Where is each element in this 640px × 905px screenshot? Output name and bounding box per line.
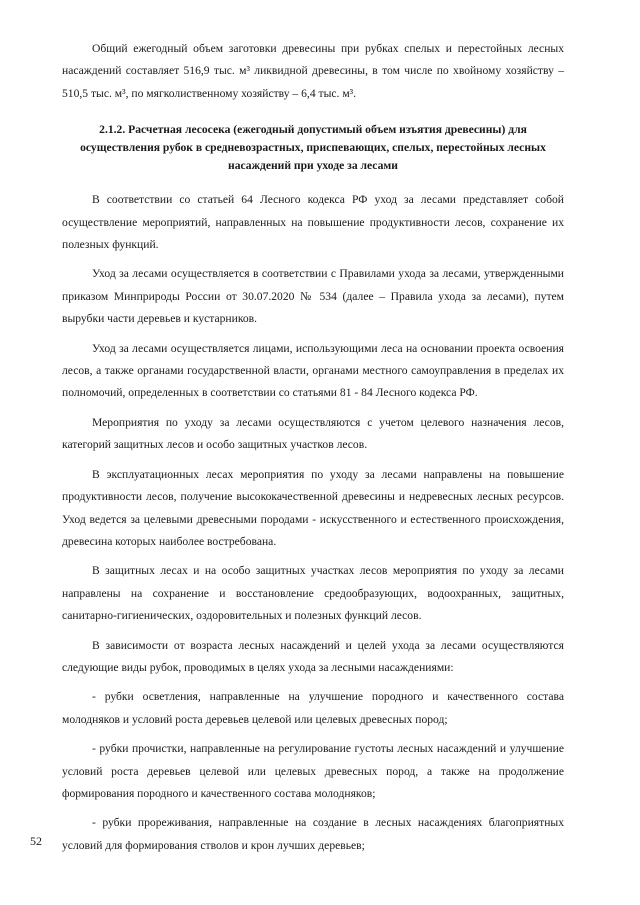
intro-paragraph: Общий ежегодный объем заготовки древесины при рубках спелых и перестойных лесных насаждений составляет 516,9 тыс. м³ ликвидной древесины, в том числе по хвойному хозяйству – 510,5 тыс. м³, по мягколиственному хозяйству – 6,4 тыс. м³. (62, 42, 564, 100)
paragraph-5: В эксплуатационных лесах мероприятия по уходу за лесами направлены на повышение продуктивности лесов, получение высококачественной древесины и недревесных лесных ресурсов. Уход ведется за целевыми древесными породами - искусственного и естественного происхождения, древесина которых наиболее востребована. (62, 467, 564, 548)
paragraph-6: В защитных лесах и на особо защитных участках лесов мероприятия по уходу за лесами направлены на сохранение и восстановление средообразующих, водоохранных, защитных, санитарно-гигиенических, оздоровительных и полезных функций лесов. (62, 564, 564, 623)
section-heading: 2.1.2. Расчетная лесосека (ежегодный допустимый объем изъятия древесины) для осуществления рубок в средневозрастных, приспевающих, спелых, перестойных лесных насаждений при уходе за лесами (80, 123, 546, 173)
list-item-prochistka: - рубки прочистки, направленные на регулирование густоты лесных насаждений и улучшение условий роста деревьев целевой или целевых древесных пород, а также на продолжение формирования породного и качественного состава молодняков; (62, 742, 564, 800)
paragraph-3: Уход за лесами осуществляется лицами, использующими леса на основании проекта освоения лесов, а также органами государственной власти, органами местного самоуправления в пределах их полномочий, определенных в соответствии со статьями 81 - 84 Лесного кодекса РФ. (62, 341, 564, 400)
page-number: 52 (30, 834, 42, 848)
paragraph-2: Уход за лесами осуществляется в соответствии с Правилами ухода за лесами, утвержденными приказом Минприроды России от 30.07.2020 № 534 (далее – Правила ухода за лесами), путем вырубки части деревьев и кустарников. (62, 267, 564, 326)
document-page (62, 38, 564, 857)
paragraph-4: Мероприятия по уходу за лесами осуществляются с учетом целевого назначения лесов, категорий защитных лесов и особо защитных участков лесов. (62, 415, 564, 452)
paragraph-7: В зависимости от возраста лесных насаждений и целей ухода за лесами осуществляются следующие виды рубок, проводимых в целях ухода за лесными насаждениями: (62, 638, 564, 674)
list-item-prorezhivanie: - рубки прореживания, направленные на создание в лесных насаждениях благоприятных условий для формирования стволов и крон лучших деревьев; (62, 816, 564, 852)
paragraph-1: В соответствии со статьей 64 Лесного кодекса РФ уход за лесами представляет собой осуществление мероприятий, направленных на повышение продуктивности лесов, сохранение их полезных функций. (62, 193, 564, 252)
list-item-osvetlenie: - рубки осветления, направленные на улучшение породного и качественного состава молодняков и условий роста деревьев целевой или целевых древесных пород; (62, 690, 564, 726)
